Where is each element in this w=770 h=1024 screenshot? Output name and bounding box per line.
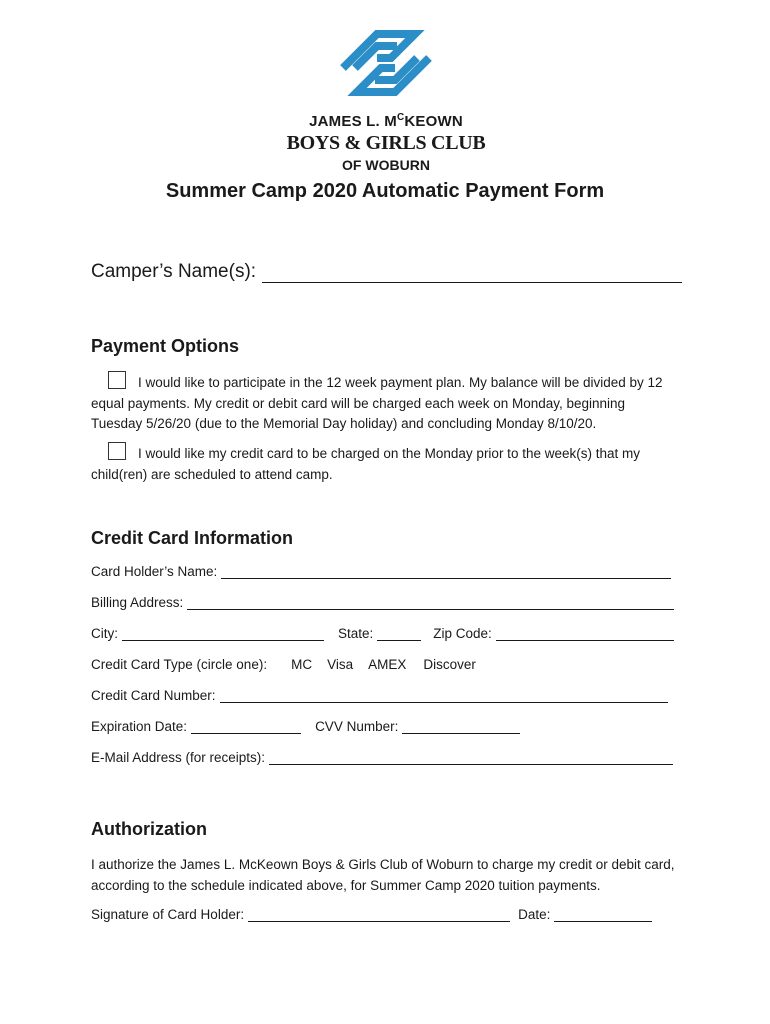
email-field[interactable] — [269, 750, 673, 765]
card-type-amex[interactable]: AMEX — [368, 657, 407, 672]
cvv-field[interactable] — [402, 719, 520, 734]
campers-name-label: Camper’s Name(s): — [91, 261, 257, 282]
date-label: Date: — [518, 907, 551, 922]
zip-field[interactable] — [496, 626, 674, 641]
card-number-field[interactable] — [220, 688, 668, 703]
card-type-visa[interactable]: Visa — [327, 657, 354, 672]
signature-field[interactable] — [248, 907, 510, 922]
signature-label: Signature of Card Holder: — [91, 907, 245, 922]
card-type-label: Credit Card Type (circle one): — [91, 657, 268, 672]
city-label: City: — [91, 626, 118, 641]
weekly-plan-checkbox[interactable] — [108, 371, 126, 389]
expiration-label: Expiration Date: — [91, 719, 188, 734]
authorization-heading: Authorization — [91, 819, 207, 839]
campers-name-row — [91, 260, 682, 283]
expiration-cvv-row — [91, 719, 520, 734]
card-number-label: Credit Card Number: — [91, 688, 216, 703]
city-field[interactable] — [122, 626, 324, 641]
form-title: Summer Camp 2020 Automatic Payment Form — [165, 180, 605, 202]
card-holder-row — [91, 564, 671, 579]
zip-label: Zip Code: — [433, 626, 492, 641]
billing-address-field[interactable] — [187, 595, 674, 610]
expiration-field[interactable] — [191, 719, 301, 734]
card-type-discover[interactable]: Discover — [423, 657, 476, 672]
org-name-line2: BOYS & GIRLS CLUB — [286, 132, 486, 154]
authorization-text: I authorize the James L. McKeown Boys & Girls Club of Woburn to charge my credit or debit card, according to the schedule indicated above, for Summer Camp 2020 tuition payments. — [91, 857, 675, 893]
billing-address-label: Billing Address: — [91, 595, 184, 610]
signature-date-row — [91, 907, 652, 922]
org-name-line1: JAMES L. $M^CKEOWN$ — [309, 112, 463, 130]
state-label: State: — [338, 626, 374, 641]
card-holder-label: Card Holder’s Name: — [91, 564, 218, 579]
city-state-zip-row — [91, 626, 674, 641]
credit-card-heading: Credit Card Information — [91, 528, 294, 548]
weekly-plan-text: I would like to participate in the 12 week payment plan. My balance will be divided by 12 equal payments. My credit or debit card will be charged each week on Monday, beginning Tuesday 5/26/20 (due to the Memorial Day holiday) and concluding Monday 8/10/20. — [91, 375, 663, 431]
card-type-row — [91, 657, 476, 672]
cvv-label: CVV Number: — [315, 719, 399, 734]
prior-week-text: I would like my credit card to be charged on the Monday prior to the week(s) that my child(ren) are scheduled to attend camp. — [91, 446, 640, 482]
prior-week-checkbox[interactable] — [108, 442, 126, 460]
card-holder-field[interactable] — [221, 564, 671, 579]
hands-emblem-icon — [327, 22, 445, 104]
card-type-mc[interactable]: MC — [291, 657, 313, 672]
date-field[interactable] — [554, 907, 652, 922]
email-row — [91, 750, 673, 765]
billing-address-row — [91, 595, 674, 610]
club-logo — [286, 22, 486, 173]
org-name-line3: OF WOBURN — [342, 157, 430, 173]
campers-name-field[interactable] — [262, 260, 682, 283]
payment-option-prior-week — [91, 442, 676, 485]
payment-option-weekly — [91, 371, 676, 435]
payment-options-heading: Payment Options — [91, 336, 240, 356]
email-label: E-Mail Address (for receipts): — [91, 750, 266, 765]
card-number-row — [91, 688, 668, 703]
state-field[interactable] — [377, 626, 421, 641]
